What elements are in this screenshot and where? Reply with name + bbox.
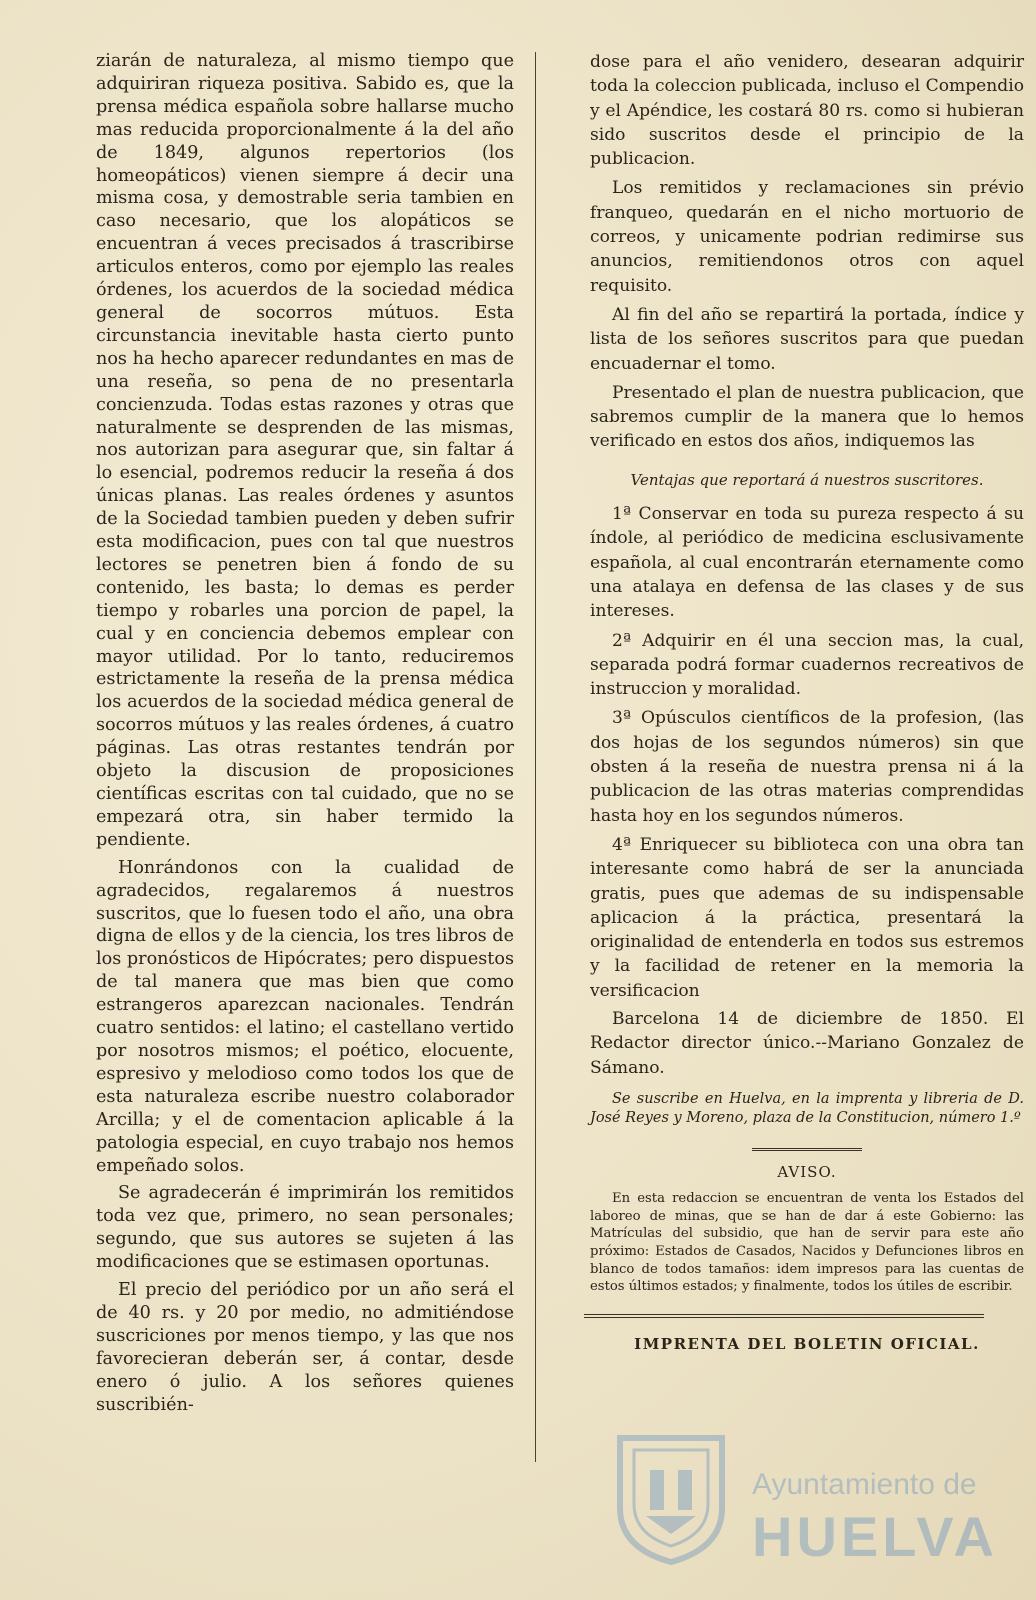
- ventaja-item-1: 1ª Conservar en toda su pureza respecto á su índole, al periódico de medicina esclusivamente española, al cual encontrarán eternamente como una atalaya en defensa de las clases y de sus intereses.: [590, 504, 1024, 622]
- left-paragraph-3: Se agradecerán é imprimirán los remitidos toda vez que, primero, no sean personales; segundo, que sus autores se sujeten á las modificaciones que se estimasen oportunas.: [96, 1183, 514, 1273]
- short-rule: [752, 1148, 862, 1154]
- watermark: [612, 1430, 1032, 1570]
- ventaja-item-3: 3ª Opúsculos científicos de la profesion, (las dos hojas de los segundos números) sin que obsten á la reseña de nuestra prensa ni á la publicacion de las otras materias comprendidas hasta hoy en los segundos números.: [590, 708, 1024, 826]
- subscription-note: Se suscribe en Huelva, en la imprenta y libreria de D. José Reyes y Moreno, plaza de la Constitucion, número 1.º: [590, 1090, 1024, 1126]
- aviso-text: En esta redaccion se encuentran de venta los Estados del laboreo de minas, que se han de dar á este Gobierno: las Matrículas del subsidio, que han de servir para este año próximo: Estados de Casados, Nacidos y Defunciones libros en blanco de todos tamaños: idem impresos para las cuentas de estos últimos estados; y finalmente, todos los útiles de escribir.: [590, 1191, 1024, 1295]
- long-rule: [584, 1314, 984, 1322]
- left-paragraph-4: El precio del periódico por un año será el de 40 rs. y 20 por medio, no admitiéndose suscriciones por menos tiempo, y las que nos favorecieran deberán ser, á contar, desde enero ó julio. A los señores quienes suscribién-: [96, 1280, 514, 1415]
- left-paragraph-1: ziarán de naturaleza, al mismo tiempo que adquiriran riqueza positiva. Sabido es, que la prensa médica española sobre hallarse mucho mas reducida proporcionalmente á la del año de 1849, algunos repertorios (los homeopáticos) vienen siempre á decir una misma cosa, y demostrable seria tambien en caso necesario, que los alopáticos se encuentran á veces precisados á trascribirse articulos enteros, como por ejemplo las reales órdenes, los acuerdos de la sociedad médica general de socorros mútuos. Esta circunstancia inevitable hasta cierto punto nos ha hecho aparecer redundantes en mas de una reseña, so pena de no presentarla concienzuda. Todas estas razones y otras que naturalmente se desprenden de las mismas, nos autorizan para asegurar que, sin faltar á lo esencial, podremos reducir la reseña á dos únicas planas. Las reales órdenes y asuntos de la Sociedad tambien pueden y deben sufrir esta modificacion, pues con tal que nuestros lectores se penetren bien á fondo de su contenido, les basta; lo demas es perder tiempo y robarles una porcion de papel, la cual y en conciencia debemos emplear con mayor utilidad. Por lo tanto, reduciremos estrictamente la reseña de la prensa médica los acuerdos de la sociedad médica general de socorros mútuos y las reales órdenes, á cuatro páginas. Las otras restantes tendrán por objeto la discusion de proposiciones científicas escritas con tal cuidado, que no se empezará otra, sin haber termido la pendiente.: [96, 51, 514, 850]
- signature: Barcelona 14 de diciembre de 1850. El Redactor director único.--Mariano Gonzalez de Sámano.: [590, 1008, 1024, 1078]
- imprenta-footer: IMPRENTA DEL BOLETIN OFICIAL.: [634, 1334, 980, 1353]
- watermark-line-1: Ayuntamiento de: [752, 1468, 977, 1501]
- right-column: [590, 50, 1024, 1356]
- ventaja-item-2: 2ª Adquirir en él una seccion mas, la cual, separada podrá formar cuadernos recreativos de instruccion y moralidad.: [590, 630, 1024, 700]
- right-paragraph-2: Al fin del año se repartirá la portada, índice y lista de los señores suscritos para que puedan encuadernar el tomo.: [590, 304, 1024, 374]
- ventajas-heading: Ventajas que reportará á nuestros suscritores.: [630, 470, 984, 489]
- left-paragraph-2: Honrándonos con la cualidad de agradecidos, regalaremos á nuestros suscritos, que lo fuesen todo el año, una obra digna de ellos y de la ciencia, los tres libros de los pronósticos de Hipócrates; pero dispuestos de tal manera que mas bien que como estrangeros aparezcan nacionales. Tendrán cuatro sentidos: el latino; el castellano vertido por nosotros mismos; el poético, elocuente, espresivo y melodioso como todos los que de esta naturaleza escribe nuestro colaborador Arcilla; y el de comentacion aplicable á la patologia especial, en cuyo trabajo nos hemos empeñado solos.: [96, 857, 514, 1176]
- right-continuation: dose para el año venidero, desearan adquirir toda la coleccion publicada, incluso el Compendio y el Apéndice, les costará 80 rs. como si hubieran sido suscritos desde el principio de la publicacion.: [590, 52, 1024, 170]
- right-paragraph-3: Presentado el plan de nuestra publicacion, que sabremos cumplir de la manera que lo hemos verificado en estos dos años, indiquemos las: [590, 382, 1024, 452]
- ventaja-item-4: 4ª Enriquecer su biblioteca con una obra tan interesante como habrá de ser la anunciada gratis, pues que ademas de su indispensable aplicacion á la práctica, presentará la originalidad de entenderla en todos sus estremos y la facilidad de retener en la memoria la versificacion: [590, 834, 1024, 1001]
- aviso-title: AVISO.: [777, 1162, 837, 1181]
- city-shield-icon: [612, 1430, 730, 1566]
- watermark-line-2: HUELVA: [752, 1505, 998, 1568]
- column-divider: [535, 52, 536, 1462]
- right-paragraph-1: Los remitidos y reclamaciones sin prévio franqueo, quedarán en el nicho mortuorio de correos, y unicamente podrian redimirse sus anuncios, remitiendonos otros con aquel requisito.: [590, 178, 1024, 296]
- left-column: [96, 50, 514, 1416]
